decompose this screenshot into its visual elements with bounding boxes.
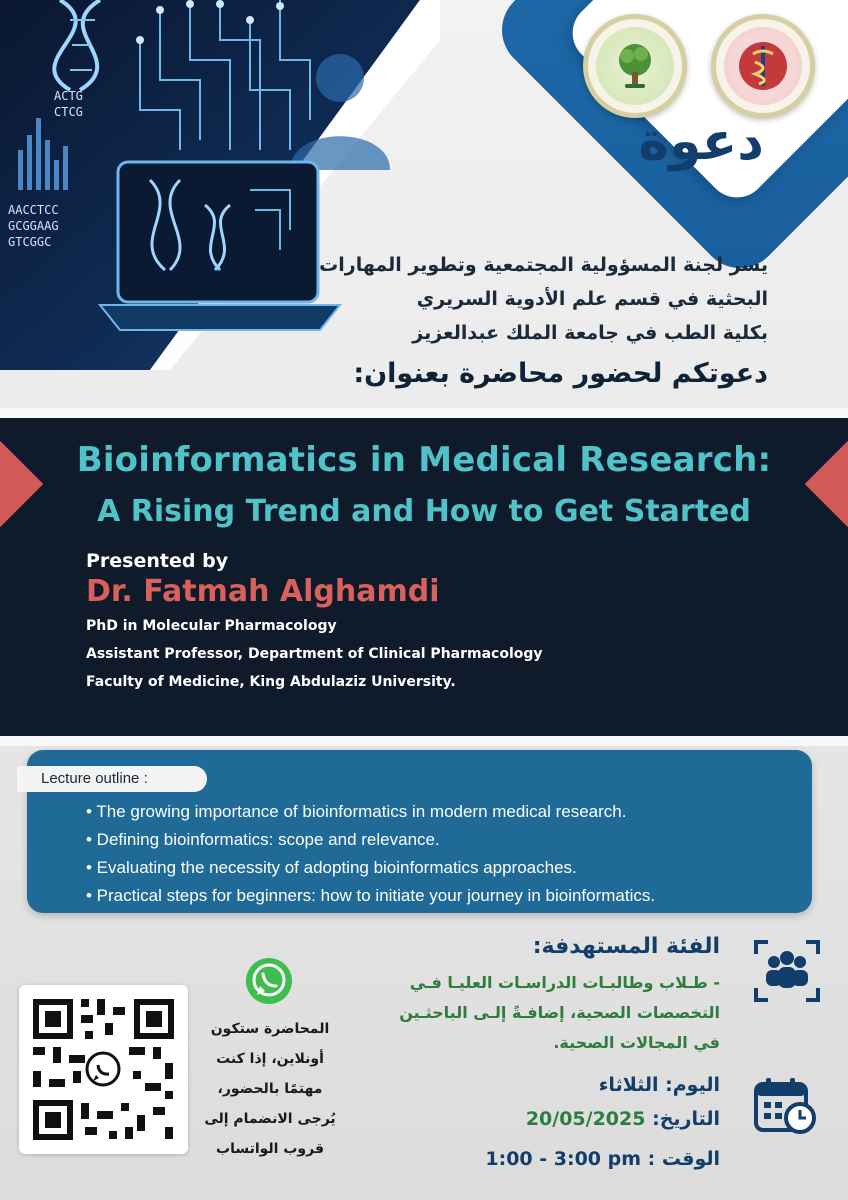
outline-item: • The growing importance of bioinformatics in modern medical research.: [86, 802, 627, 821]
seq-5: GTCGGC: [8, 235, 52, 249]
seq-4: GCGGAAG: [8, 219, 59, 233]
intro-line: البحثية في قسم علم الأدوية السريري: [416, 288, 768, 310]
date-value: 20/05/2025: [525, 1108, 646, 1130]
whatsapp-note-line: يُرجى الانضمام إلى: [204, 1111, 336, 1127]
invitation-heading: دعوة: [638, 112, 764, 172]
presented-by-label: Presented by: [86, 550, 229, 572]
whatsapp-qr-code[interactable]: [19, 985, 188, 1154]
audience-group-icon: [752, 938, 822, 1008]
time-value: 1:00 - 3:00 pm: [485, 1148, 642, 1170]
outline-item: • Defining bioinformatics: scope and relevance.: [86, 830, 440, 849]
caduceus-icon: [733, 36, 793, 96]
research-committee-logo: [583, 14, 687, 118]
whatsapp-note-line: قروب الواتساب: [216, 1141, 324, 1157]
outline-item: • Practical steps for beginners: how to initiate your journey in bioinformatics.: [86, 886, 656, 905]
lecture-title-line-1: Bioinformatics in Medical Research:: [76, 440, 772, 480]
speaker-credential: PhD in Molecular Pharmacology: [86, 618, 337, 634]
audience-line: في المجالات الصحية.: [553, 1033, 720, 1052]
seq-1: ACTG: [54, 89, 83, 103]
speaker-credential: Faculty of Medicine, King Abdulaziz University.: [86, 674, 456, 690]
target-audience-title: الفئة المستهدفة:: [532, 934, 720, 959]
day-label: اليوم:: [665, 1074, 720, 1096]
date-label: التاريخ:: [652, 1108, 720, 1130]
time-label: الوقت :: [647, 1148, 720, 1170]
intro-line: يسر لجنة المسؤولية المجتمعية وتطوير المهارات: [319, 254, 768, 276]
whatsapp-note-line: المحاضرة ستكون: [210, 1021, 330, 1037]
speaker-name: Dr. Fatmah Alghamdi: [86, 574, 440, 609]
faculty-of-medicine-logo: [711, 14, 815, 118]
qr-code-icon: [19, 985, 188, 1154]
speaker-credential: Assistant Professor, Department of Clinical Pharmacology: [86, 646, 543, 662]
whatsapp-icon: [243, 955, 295, 1011]
lecture-day: [599, 1074, 720, 1096]
invitation-call: دعوتكم لحضور محاضرة بعنوان:: [353, 358, 768, 389]
intro-text: [248, 248, 768, 350]
whatsapp-note-line: أونلاين، إذا كنت: [216, 1051, 324, 1067]
lecture-time: [485, 1148, 720, 1170]
calendar-clock-icon: [752, 1074, 818, 1140]
target-audience-text: [360, 968, 720, 1058]
outline-item: • Evaluating the necessity of adopting bioinformatics approaches.: [86, 858, 577, 877]
audience-line: التخصصات الصحية، إضافـةً إلـى الباحثـين: [399, 1003, 720, 1022]
lecture-outline-list: [86, 798, 655, 910]
day-value: الثلاثاء: [598, 1074, 659, 1096]
whatsapp-note-line: مهتمًا بالحضور،: [217, 1081, 323, 1097]
lecture-date: [526, 1108, 720, 1130]
brain-tree-icon: [605, 36, 665, 96]
seq-2: CTCG: [54, 105, 83, 119]
whatsapp-join-note: [196, 1014, 344, 1164]
seq-3: AACCTCC: [8, 203, 59, 217]
audience-line: - طـلاب وطالبـات الدراسـات العليـا فـي: [409, 973, 720, 992]
lecture-title-line-2: A Rising Trend and How to Get Started: [97, 494, 751, 529]
intro-line: بكلية الطب في جامعة الملك عبدالعزيز: [412, 322, 768, 344]
lecture-outline-label: Lecture outline :: [17, 766, 207, 792]
